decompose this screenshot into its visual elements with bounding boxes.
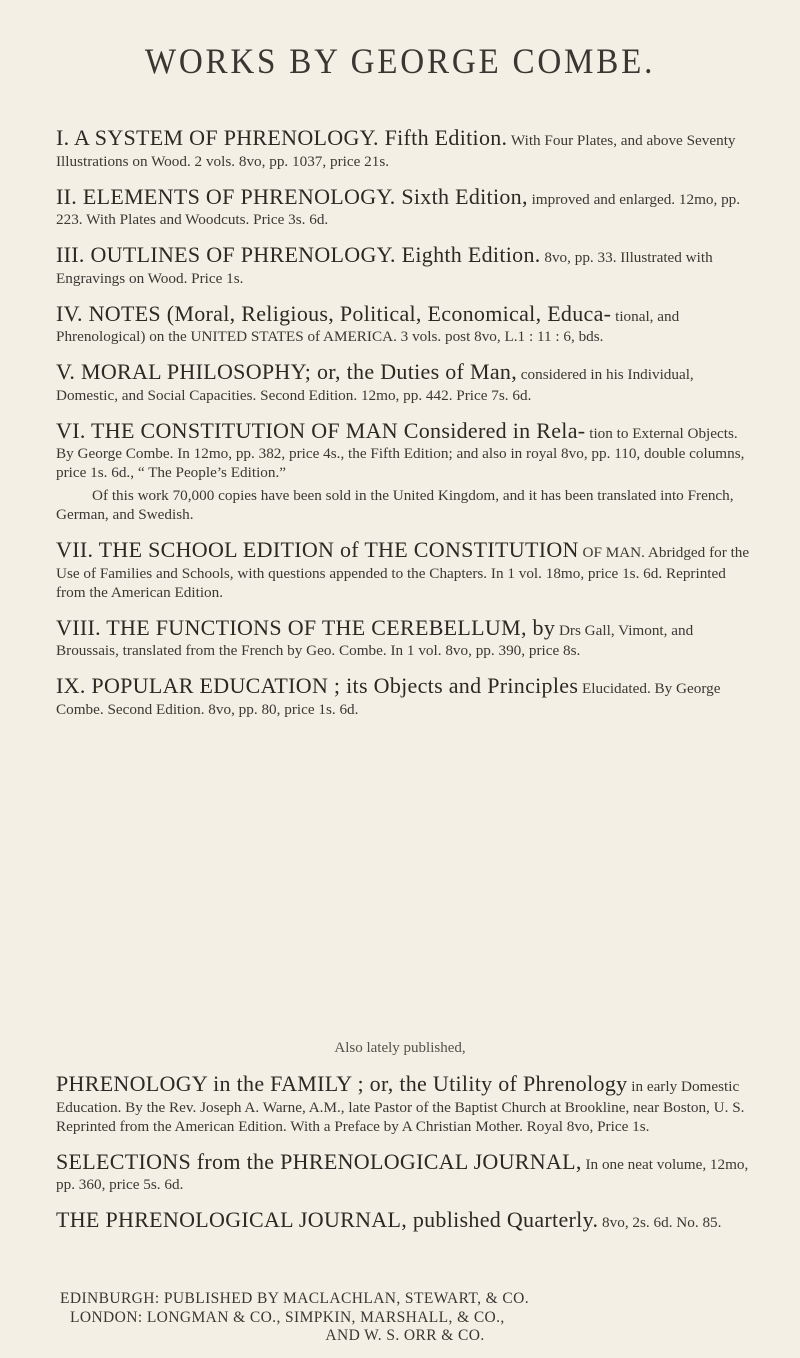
work-title: PHRENOLOGY in the FAMILY ; or, the Utility of Phrenology (56, 1071, 628, 1096)
work-details: Elucidated. By George Combe. Second Edition. 8vo, pp. 80, price 1s. 6d. (56, 680, 721, 718)
work-title: VIII. THE FUNCTIONS OF THE CEREBELLUM, by (56, 614, 556, 640)
work-title: IX. POPULAR EDUCATION ; its Objects and Principles (56, 673, 579, 698)
work-details: In one neat volume, 12mo, pp. 360, price 5s. 6d. (56, 1155, 749, 1193)
work-entry-2 (56, 183, 756, 230)
work-entry-9 (56, 672, 756, 719)
work-entry-5 (56, 358, 756, 405)
work-entry-7 (56, 536, 756, 602)
work-details: in early Domestic Education. By the Rev. Joseph A. Warne, A.M., late Pastor of the Baptist Church at Brookline, near Boston, U. S. Reprinted from the American Edition. With a Preface by A Christian Mother. Royal 8vo, Price 1s. (56, 1078, 745, 1135)
work-title: VII. THE SCHOOL EDITION of THE CONSTITUTION (56, 537, 579, 562)
work-title: VI. THE CONSTITUTION OF MAN Considered in Rela- (56, 417, 586, 443)
work-note: Of this work 70,000 copies have been sold in the United Kingdom, and it has been translated into French, German, and Swedish. (56, 487, 734, 523)
work-title: I. A SYSTEM OF PHRENOLOGY. Fifth Edition. (56, 125, 508, 150)
work-details: With Four Plates, and above Seventy Illustrations on Wood. 2 vols. 8vo, pp. 1037, price 21s. (56, 132, 736, 170)
work-details: tional, and Phrenological) on the UNITED STATES of AMERICA. 3 vols. post 8vo, L.1 : 11 : 6, bds. (56, 307, 680, 345)
work-entry-1 (56, 124, 756, 171)
work-title: V. MORAL PHILOSOPHY; or, the Duties of Man, (56, 359, 517, 384)
work-entry-8 (56, 614, 756, 661)
work-details: Drs Gall, Vimont, and Broussais, translated from the French by Geo. Combe. In 1 vol. 8vo, pp. 390, price 8s. (56, 621, 694, 659)
also-entry-2 (56, 1148, 756, 1195)
work-details: tion to External Objects. By George Combe. In 12mo, pp. 382, price 4s., the Fifth Edition; and also in royal 8vo, pp. 110, double columns, price 1s. 6d., “ The People’s Edition.” (56, 424, 745, 481)
work-details: considered in his Individual, Domestic, and Social Capacities. Second Edition. 12mo, pp. 442. Price 7s. 6d. (56, 366, 694, 404)
work-entry-4 (56, 300, 756, 347)
work-details: OF MAN. Abridged for the Use of Families and Schools, with questions appended to the Chapters. In 1 vol. 18mo, price 1s. 6d. Reprinted from the American Edition. (56, 544, 750, 601)
work-entry-6 (56, 417, 756, 525)
imprint-line-orr: AND W. S. ORR & CO. (325, 1327, 485, 1345)
work-title: III. OUTLINES OF PHRENOLOGY. Eighth Edition. (56, 242, 541, 267)
work-details: 8vo, pp. 33. Illustrated with Engravings on Wood. Price 1s. (56, 249, 713, 287)
imprint-line-edinburgh: EDINBURGH: PUBLISHED BY MACLACHLAN, STEWART, & CO. (60, 1290, 530, 1307)
page-title: WORKS BY GEORGE COMBE. (144, 41, 656, 81)
publisher-imprint (60, 1290, 750, 1346)
works-list (56, 124, 756, 731)
work-title: SELECTIONS from the PHRENOLOGICAL JOURNAL, (56, 1148, 582, 1174)
work-title: THE PHRENOLOGICAL JOURNAL, published Quarterly. (56, 1207, 599, 1232)
also-entry-3 (56, 1206, 756, 1234)
work-details: improved and enlarged. 12mo, pp. 223. With Plates and Woodcuts. Price 3s. 6d. (56, 190, 741, 228)
also-published-heading: Also lately published, (334, 1040, 466, 1056)
work-title: II. ELEMENTS OF PHRENOLOGY. Sixth Edition, (56, 183, 528, 209)
work-entry-3 (56, 241, 756, 288)
also-entry-1 (56, 1070, 756, 1136)
also-published-list (56, 1070, 756, 1246)
imprint-line-london: LONDON: LONGMAN & CO., SIMPKIN, MARSHALL, & CO., (70, 1308, 505, 1326)
work-details: 8vo, 2s. 6d. No. 85. (602, 1214, 722, 1231)
work-title: IV. NOTES (Moral, Religious, Political, Economical, Educa- (56, 300, 612, 326)
